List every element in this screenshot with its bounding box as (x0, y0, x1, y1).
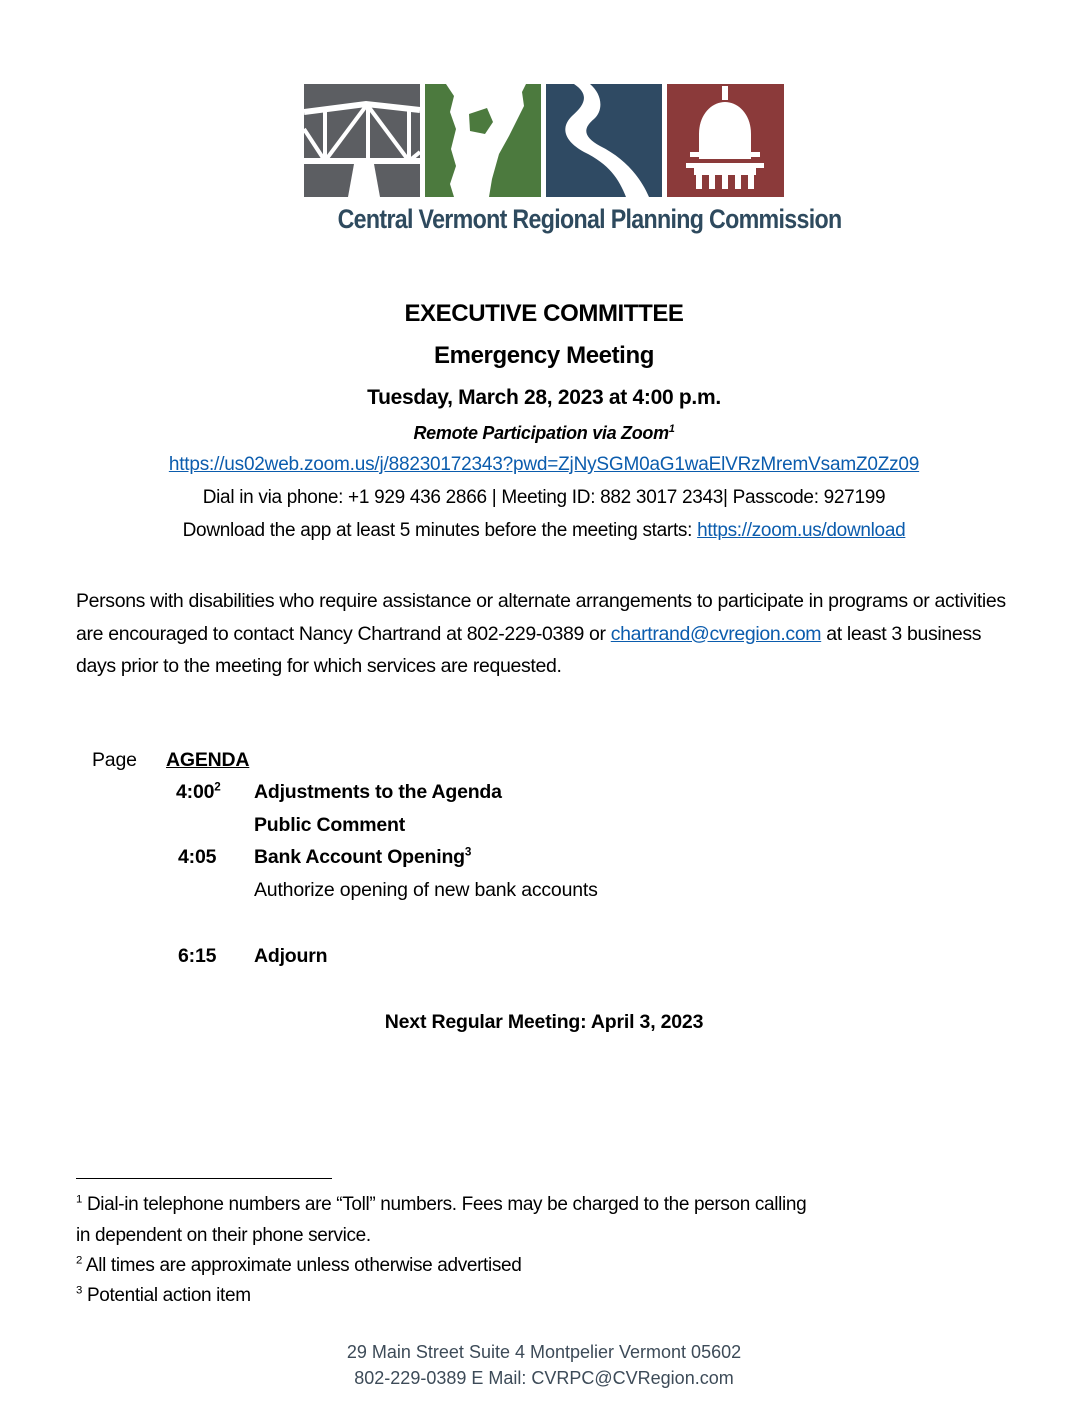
remote-label: Remote Participation via Zoom (413, 423, 669, 443)
vermont-map-tile (425, 84, 541, 197)
next-meeting: Next Regular Meeting: April 3, 2023 (384, 1011, 704, 1033)
footer-contact: 802-229-0389 E Mail: CVRPC@CVRegion.com (354, 1368, 734, 1388)
agenda-item-title: Public Comment (254, 814, 406, 836)
footer-address: 29 Main Street Suite 4 Montpelier Vermont 05602 (346, 1342, 742, 1362)
footnote-text: Dial-in telephone numbers are “Toll” numbers. Fees may be charged to the person calling (86, 1194, 807, 1215)
download-info (0, 520, 1088, 542)
agenda-item-title (254, 846, 471, 869)
footnote-divider (76, 1178, 332, 1179)
footnote-3 (76, 1285, 251, 1307)
footnote-1 (76, 1194, 806, 1216)
accessibility-notice (76, 585, 1016, 683)
accessibility-text-before: Persons with disabilities who require assistance or alternate arrangements to participate in programs or activities are encouraged to contact Nancy Chartrand at 802-229-0389 or (76, 590, 1006, 645)
capitol-tile (667, 84, 784, 197)
footnote-1-continued: in dependent on their phone service. (76, 1225, 371, 1246)
footnote-ref: 1 (668, 423, 675, 435)
agenda-heading: AGENDA (166, 749, 250, 771)
cvrpc-logo (304, 84, 784, 199)
footnote-text: Potential action item (86, 1285, 251, 1306)
logo-org-name: Central Vermont Regional Planning Commission (337, 204, 842, 234)
zoom-meeting-link[interactable]: https://us02web.zoom.us/j/88230172343?pwd=ZjNySGM0aG1waElVRzMremVsamZ0Zz09 (168, 454, 920, 475)
agenda-page-label: Page (92, 749, 137, 771)
footnote-number: 3 (76, 1284, 82, 1297)
time-value: 4:00 (176, 781, 215, 803)
item-title-text: Bank Account Opening (254, 846, 465, 868)
agenda-item-description: Authorize opening of new bank accounts (254, 879, 598, 901)
river-tile (546, 84, 662, 197)
contact-email-link[interactable]: chartrand@cvregion.com (610, 622, 822, 645)
agenda-item-title: Adjustments to the Agenda (254, 781, 502, 803)
meeting-datetime: Tuesday, March 28, 2023 at 4:00 p.m. (367, 386, 721, 409)
footnote-ref: 2 (214, 780, 221, 794)
bridge-tile (304, 84, 420, 197)
zoom-download-link[interactable]: https://zoom.us/download (697, 520, 906, 541)
agenda-time: 6:15 (178, 945, 217, 967)
agenda-time (176, 781, 221, 804)
footnote-2 (76, 1255, 521, 1277)
page-title: EXECUTIVE COMMITTEE (404, 300, 684, 327)
agenda-item-title: Adjourn (254, 945, 328, 967)
footnote-number: 1 (76, 1193, 82, 1206)
footnote-number: 2 (76, 1254, 82, 1267)
agenda-time: 4:05 (178, 846, 217, 868)
meeting-type: Emergency Meeting (434, 342, 654, 369)
footnote-ref: 3 (464, 845, 472, 859)
download-text: Download the app at least 5 minutes before the meeting starts: (182, 520, 698, 541)
remote-participation (0, 423, 1088, 444)
footnote-text: All times are approximate unless otherwise advertised (85, 1255, 522, 1276)
accessibility-text-after: at least 3 business days prior to the meeting for which services are requested. (76, 622, 982, 677)
dial-in-info: Dial in via phone: +1 929 436 2866 | Meeting ID: 882 3017 2343| Passcode: 927199 (202, 487, 886, 508)
